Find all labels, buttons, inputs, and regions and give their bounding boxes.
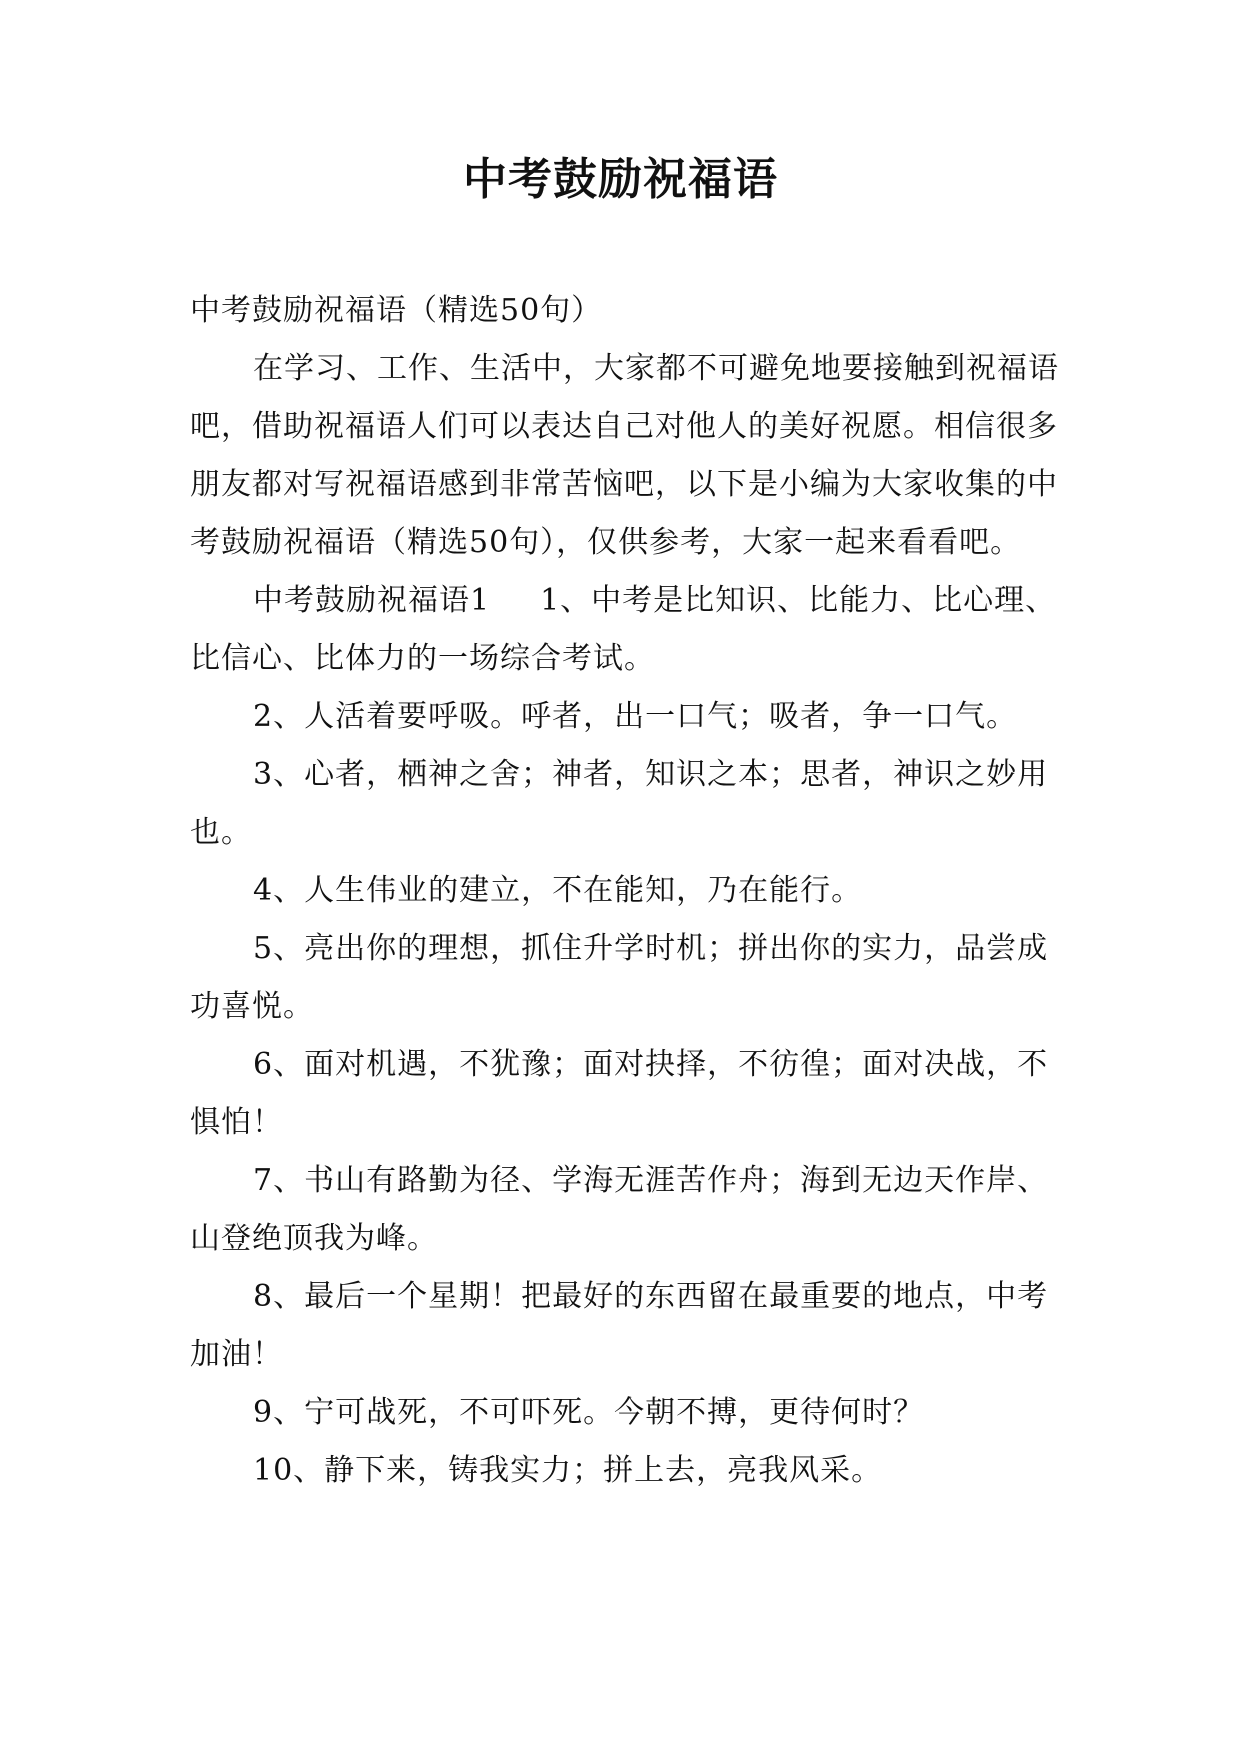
intro-paragraph: 在学习、工作、生活中，大家都不可避免地要接触到祝福语吧，借助祝福语人们可以表达自己对他人的美好祝愿。相信很多朋友都对写祝福语感到非常苦恼吧，以下是小编为大家收集的中考鼓励祝福语（精选50句），仅供参考，大家一起来看看吧。 (190, 351, 1059, 560)
section-heading: 中考鼓励祝福语1 (253, 583, 491, 618)
document-subtitle: 中考鼓励祝福语（精选50句） (190, 293, 603, 328)
blessing-item-10: 10、静下来，铸我实力；拼上去，亮我风采。 (253, 1453, 883, 1488)
blessing-item-7: 7、书山有路勤为径、学海无涯苦作舟；海到无边天作岸、山登绝顶我为峰。 (190, 1163, 1049, 1256)
section-paragraph (190, 572, 1070, 688)
blessing-item-5: 5、亮出你的理想，抓住升学时机；拼出你的实力，品尝成功喜悦。 (190, 931, 1049, 1024)
blessing-item-9: 9、宁可战死，不可吓死。今朝不搏，更待何时？ (253, 1395, 925, 1430)
document-title: 中考鼓励祝福语 (463, 154, 778, 205)
document-body (190, 282, 1070, 1500)
blessing-item-6: 6、面对机遇，不犹豫；面对抉择，不彷徨；面对决战，不惧怕！ (190, 1047, 1049, 1140)
blessing-item-1: 1、中考是比知识、比能力、比心理、比信心、比体力的一场综合考试。 (190, 583, 1057, 676)
blessing-item-8: 8、最后一个星期！把最好的东西留在最重要的地点，中考加油！ (190, 1279, 1049, 1372)
blessing-item-4: 4、人生伟业的建立，不在能知，乃在能行。 (253, 873, 863, 908)
blessing-item-3: 3、心者，栖神之舍；神者，知识之本；思者，神识之妙用也。 (190, 757, 1049, 850)
blessing-item-2: 2、人活着要呼吸。呼者，出一口气；吸者，争一口气。 (253, 699, 1018, 734)
